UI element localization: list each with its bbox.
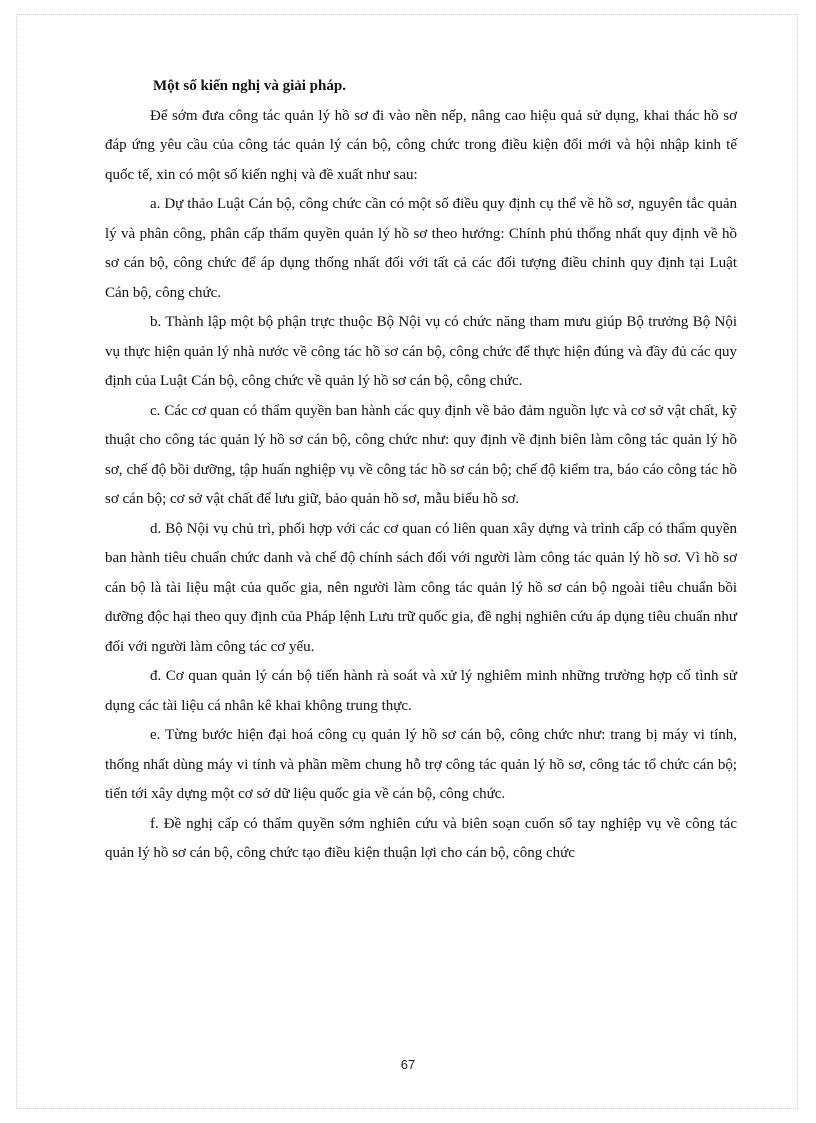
paragraph-d: d. Bộ Nội vụ chủ trì, phối hợp với các cơ quan có liên quan xây dựng và trình cấp có thẩm quyền ban hành tiêu chuẩn chức danh và chế độ chính sách đối với người làm công tác quản lý hồ sơ. Vì hồ sơ cán bộ là tài liệu mật của quốc gia, nên người làm công tác quản lý hồ sơ cán bộ ngoài tiêu chuẩn bồi dưỡng độc hại theo quy định của Pháp lệnh Lưu trữ quốc gia, đề nghị nghiên cứu áp dụng tiêu chuẩn như đối với người làm công tác cơ yếu. <box>105 520 737 655</box>
paragraph-intro: Để sớm đưa công tác quản lý hồ sơ đi vào nền nếp, nâng cao hiệu quả sử dụng, khai thác hồ sơ đáp ứng yêu cầu của công tác quản lý cán bộ, công chức trong điều kiện đổi mới và hội nhập kinh tế quốc tế, xin có một số kiến nghị và đề xuất như sau: <box>105 107 737 183</box>
paragraph-dd: đ. Cơ quan quản lý cán bộ tiến hành rà soát và xử lý nghiêm minh những trường hợp cố tình sử dụng các tài liệu cá nhân kê khai không trung thực. <box>105 668 737 714</box>
page-number: 67 <box>400 1057 416 1072</box>
paragraph-b: b. Thành lập một bộ phận trực thuộc Bộ Nội vụ có chức năng tham mưu giúp Bộ trưởng Bộ Nội vụ thực hiện quản lý nhà nước về công tác hồ sơ cán bộ, công chức để thực hiện đúng và đầy đủ các quy định của Luật Cán bộ, công chức về quản lý hồ sơ cán bộ, công chức. <box>105 314 737 389</box>
paragraph-c: c. Các cơ quan có thẩm quyền ban hành các quy định về bảo đảm nguồn lực và cơ sở vật chất, kỹ thuật cho công tác quản lý hồ sơ cán bộ, công chức như: quy định về định biên làm công tác quản lý hồ sơ, chế độ bồi dưỡng, tập huấn nghiệp vụ về công tác hồ sơ cán bộ; chế độ kiểm tra, báo cáo công tác hồ sơ cán bộ; cơ sở vật chất để lưu giữ, bảo quản hồ sơ, mẫu biểu hồ sơ. <box>105 402 737 507</box>
section-heading: Một số kiến nghị và giải pháp. <box>153 78 346 94</box>
paragraph-f: f. Đề nghị cấp có thẩm quyền sớm nghiên cứu và biên soạn cuốn sổ tay nghiệp vụ về công tác quản lý hồ sơ cán bộ, công chức tạo điều kiện thuận lợi cho cán bộ, công chức <box>105 815 737 861</box>
paragraph-a: a. Dự thảo Luật Cán bộ, công chức cần có một số điều quy định cụ thể về hồ sơ, nguyên tắc quản lý và phân công, phân cấp thẩm quyền quản lý hồ sơ theo hướng: Chính phủ thống nhất quy định về hồ sơ cán bộ, công chức để áp dụng thống nhất đối với tất cả các đối tượng điều chỉnh quy định tại Luật Cán bộ, công chức. <box>105 196 737 301</box>
document-body <box>105 72 737 869</box>
paragraph-e: e. Từng bước hiện đại hoá công cụ quản lý hồ sơ cán bộ, công chức như: trang bị máy vi tính, thống nhất dùng máy vi tính và phần mềm chung hỗ trợ công tác quản lý hồ sơ, công tác tổ chức cán bộ; tiến tới xây dựng một cơ sở dữ liệu quốc gia về cán bộ, công chức. <box>105 727 737 802</box>
